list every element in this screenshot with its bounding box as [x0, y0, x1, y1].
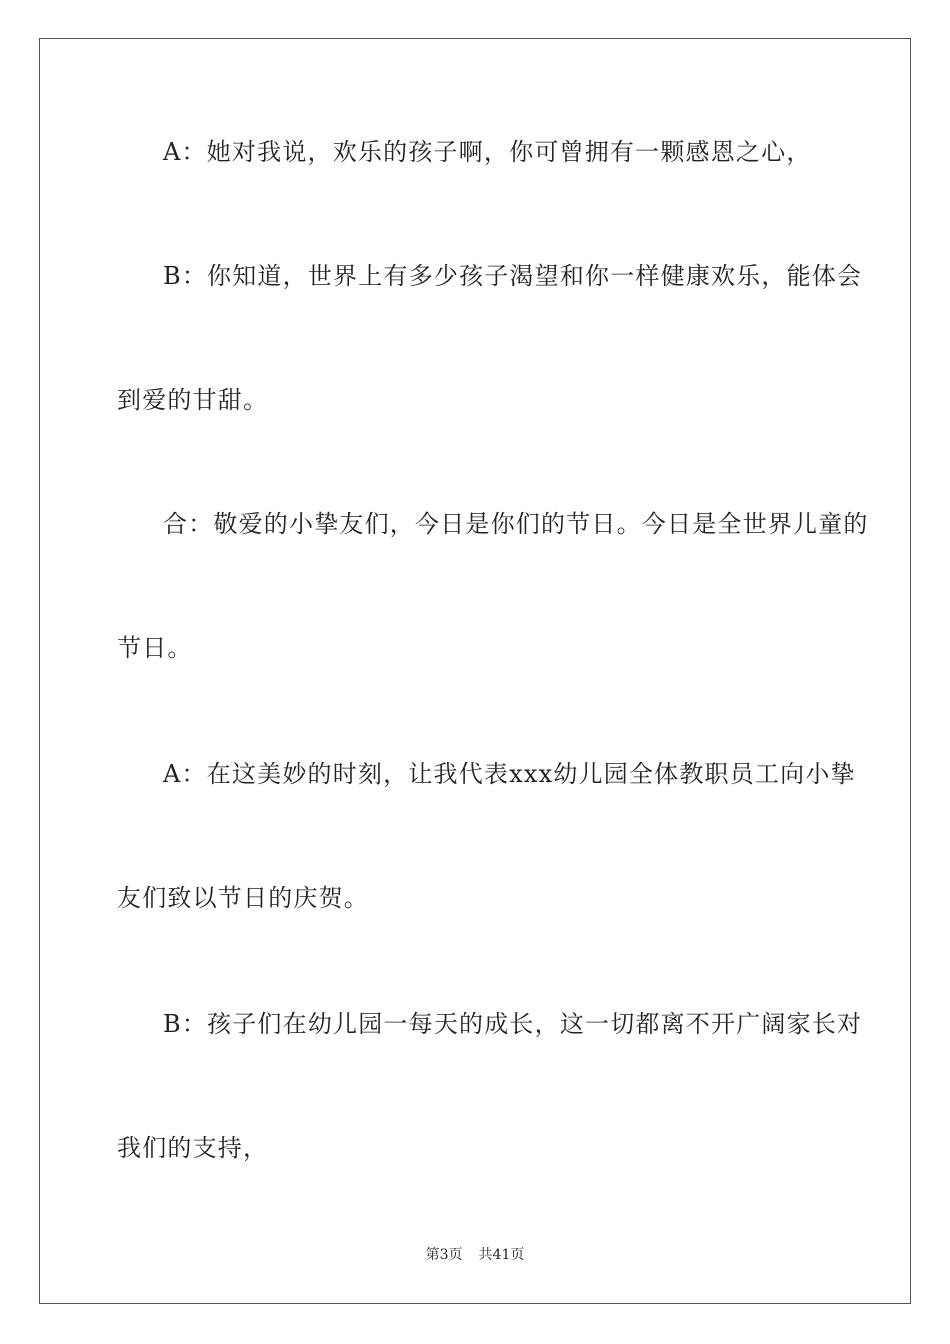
dialogue-line-together: 合：敬爱的小挚友们，今日是你们的节日。今日是全世界儿童的: [163, 510, 869, 538]
dialogue-line-b-2: B：孩子们在幼儿园一每天的成长，这一切都离不开广阔家长对: [163, 1010, 863, 1038]
dialogue-line-b-2-continued: 我们的支持，: [117, 1134, 269, 1162]
dialogue-line-b-1: B：你知道，世界上有多少孩子渴望和你一样健康欢乐，能体会: [163, 262, 863, 290]
page-border: [39, 38, 911, 1304]
dialogue-line-a-2: A：在这美妙的时刻，让我代表xxx幼儿园全体教职员工向小挚: [163, 760, 856, 788]
page-number: 第3页: [425, 1247, 463, 1263]
total-pages: 共41页: [478, 1247, 525, 1263]
dialogue-line-a-1: A：她对我说，欢乐的孩子啊，你可曾拥有一颗感恩之心，: [163, 138, 812, 166]
page-footer: [0, 1246, 950, 1264]
dialogue-line-a-2-continued: 友们致以节日的庆贺。: [117, 884, 369, 912]
dialogue-line-together-continued: 节日。: [117, 634, 193, 662]
dialogue-line-b-1-continued: 到爱的甘甜。: [117, 386, 269, 414]
